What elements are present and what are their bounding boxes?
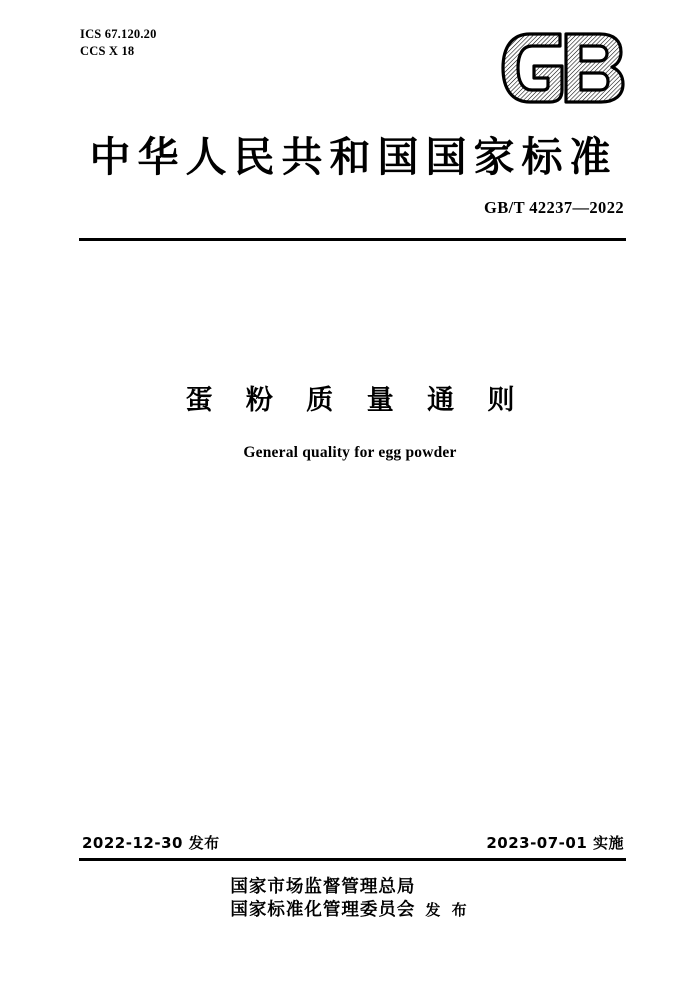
document-title-cn: 蛋 粉 质 量 通 则 xyxy=(185,385,527,416)
gb-logo-icon xyxy=(500,30,626,106)
publish-label: 发 布 xyxy=(425,901,470,920)
issuer-line-1: 国家市场监督管理总局 xyxy=(230,877,416,897)
national-standard-title: 中华人民共和国国家标准 xyxy=(89,133,618,181)
issuing-bodies xyxy=(0,876,700,922)
issuer-line-2: 国家标准化管理委员会 xyxy=(230,900,416,921)
implementation-date: 2023-07-01 实施 xyxy=(486,834,624,852)
ccs-code: CCS X 18 xyxy=(80,43,135,58)
classification-codes xyxy=(80,26,157,60)
header-divider xyxy=(79,238,626,241)
issue-date: 2022-12-30 发布 xyxy=(82,834,220,852)
ics-code: ICS 67.120.20 xyxy=(80,27,157,41)
issuer-names xyxy=(230,876,415,922)
footer-divider xyxy=(79,858,626,861)
document-title-en: General quality for egg powder xyxy=(243,444,457,461)
standard-number: GB/T 42237—2022 xyxy=(483,198,624,217)
